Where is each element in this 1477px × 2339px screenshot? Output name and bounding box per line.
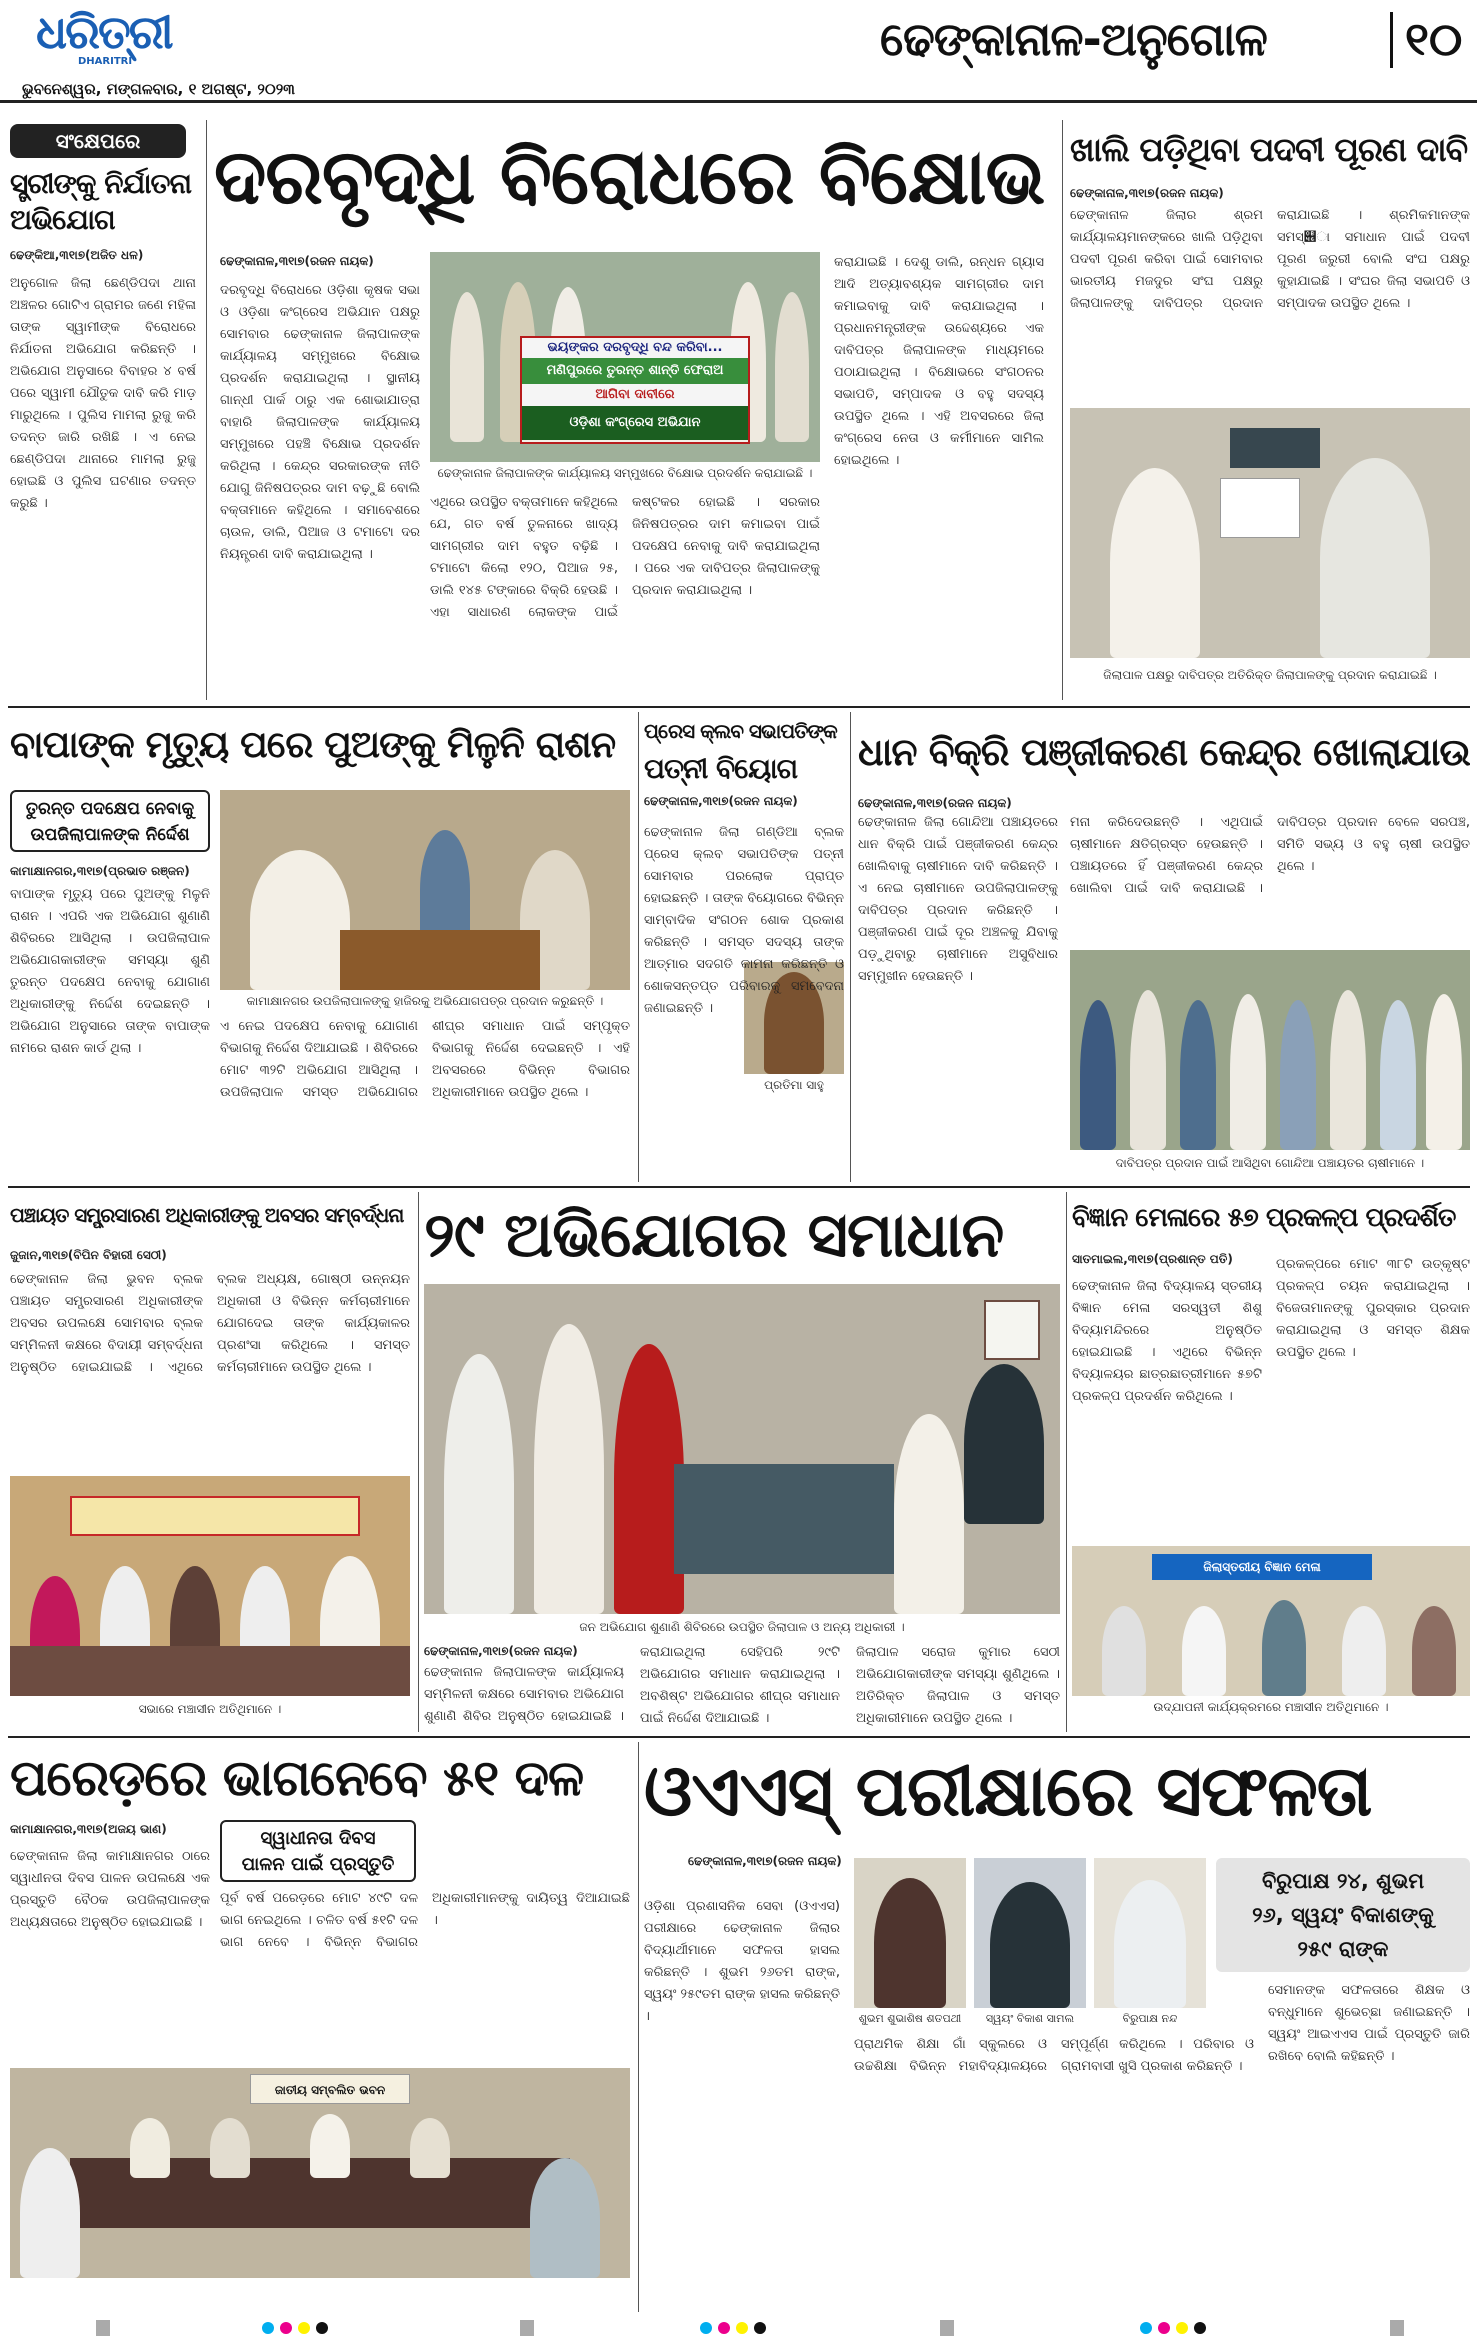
candidate-photo-3 xyxy=(1094,1858,1206,2008)
story-parade xyxy=(10,1742,630,2312)
column-divider xyxy=(418,1192,419,1732)
oas-body-left: ଓଡ଼ିଶା ପ୍ରଶାସନିକ ସେବା (ଓଏଏସ) ପରୀକ୍ଷାରେ ଢେଙ୍କାନାଳ ଜିଲାର ବିଦ୍ୟାର୍ଥୀମାନେ ସଫଳତା ହାସଲ କରିଛନ୍ତି । ଶୁଭମ ୨୬ତମ ରାଙ୍କ, ସ୍ୱୟଂ ୨୫୯ତମ ରାଙ୍କ ହାସଲ କରିଛନ୍ତି । xyxy=(644,1899,840,2024)
oas-headline[interactable]: ଓଏଏସ୍ ପରୀକ୍ଷାରେ ସଫଳତା xyxy=(644,1750,1372,1832)
person-figure xyxy=(1182,1606,1226,1696)
grievance-dateline: ଢେଙ୍କାନାଳ,୩୧ା୭(ରଜନ ନାୟକ) xyxy=(424,1644,578,1658)
grey-mark xyxy=(1390,2320,1404,2336)
person-figure xyxy=(1080,1000,1116,1150)
panchayat-dateline: ଜୁଜାନ,୩୧ା୭(ବିପିନ ବିହାରୀ ସେଠୀ) xyxy=(10,1248,167,1262)
masthead-rule xyxy=(0,100,1477,103)
vacancy-headline[interactable]: ଖାଲି ପଡ଼ିଥିବା ପଦବୀ ପୂରଣ ଦାବି xyxy=(1070,130,1468,169)
parade-subhead-2: ପାଳନ ପାଇଁ ପ୍ରସ୍ତୁତି xyxy=(241,1854,395,1875)
grey-mark xyxy=(96,2320,110,2336)
yellow-dot xyxy=(1176,2322,1188,2334)
parade-photo xyxy=(10,2068,630,2278)
paddy-dateline: ଢେଙ୍କାନାଳ,୩୧ା୭(ରଜନ ନାୟକ) xyxy=(858,796,1012,810)
press-headline-2[interactable]: ପତ୍ନୀ ବିୟୋଗ xyxy=(644,752,798,785)
issue-date: ଭୁବନେଶ୍ୱର, ମଙ୍ଗଳବାର, ୧ ଅଗଷ୍ଟ, ୨୦୨୩ xyxy=(22,80,295,98)
parade-body-right: ପୂର୍ବ ବର୍ଷ ପରେଡ଼ରେ ମୋଟ ୪୯ଟି ଦଳ ଭାଗ ନେଇଥିଲେ । ଚଳିତ ବର୍ଷ ୫୧ଟି ଦଳ ଭାଗ ନେବେ । ବିଭିନ୍ନ ବିଭାଗର ଅଧିକାରୀମାନଙ୍କୁ ଦାୟିତ୍ୱ ଦିଆଯାଇଛି । xyxy=(220,1891,630,1950)
panchayat-photo xyxy=(10,1476,410,1696)
person-figure xyxy=(964,1364,1044,1524)
protest-photo-caption: ଢେଙ୍କାନାଳ ଜିଲାପାଳଙ୍କ କାର୍ଯ୍ୟାଳୟ ସମ୍ମୁଖରେ ବିକ୍ଷୋଭ ପ୍ରଦର୍ଶନ କରାଯାଇଛି । xyxy=(437,466,813,480)
person-figure xyxy=(1262,1600,1306,1696)
brief-body: ଅନୁଗୋଳ ଜିଲା ଛେଣ୍ଡିପଦା ଥାନା ଅଞ୍ଚଳର ଗୋଟିଏ ଗ୍ରାମର ଜଣେ ମହିଳା ତାଙ୍କ ସ୍ୱାମୀଙ୍କ ବିରୋଧରେ ନିର୍ଯାତନା ଅଭିଯୋଗ କରିଛନ୍ତି । ଅଭିଯୋଗ ଅନୁସାରେ ବିବାହର ୪ ବର୍ଷ ପରେ ସ୍ୱାମୀ ଯୌତୁକ ଦାବି କରି ମାଡ଼ ମାରୁଥିଲେ । ପୁଲିସ ମାମଲା ରୁଜୁ କରି ତଦନ୍ତ ଜାରି ରଖିଛି । ଏ ନେଇ ଛେଣ୍ଡିପଦା ଥାନାରେ ମାମଲା ରୁଜୁ ହୋଇଛି ଓ ପୁଲିସ ଘଟଣାର ତଦନ୍ତ କରୁଛି । xyxy=(10,276,196,511)
grievance-photo xyxy=(424,1284,1060,1614)
story-press-club xyxy=(644,712,844,1182)
price-headline[interactable]: ଦରବୃଦ୍ଧି ବିରୋଧରେ ବିକ୍ଷୋଭ xyxy=(214,132,1045,221)
price-body-mid: ଏଥିରେ ଉପସ୍ଥିତ ବକ୍ତାମାନେ କହିଥିଲେ ଯେ, ଗତ ବର୍ଷ ତୁଳନାରେ ଖାଦ୍ୟ ସାମଗ୍ରୀର ଦାମ ବହୁତ ବଢ଼ିଛି । ଟମାଟୋ କିଲୋ ୧୨୦, ପିଆଜ ୨୫, ଡାଲି ୧୪୫ ଟଙ୍କାରେ ବିକ୍ରି ହେଉଛି । ଏହା ସାଧାରଣ ଲୋକଙ୍କ ପାଇଁ କଷ୍ଟକର ହୋଇଛି । ସରକାର ଜିନିଷପତ୍ରର ଦାମ କମାଇବା ପାଇଁ ପଦକ୍ଷେପ ନେବାକୁ ଦାବି କରାଯାଇଥିଲା । ପରେ ଏକ ଦାବିପତ୍ର ଜିଲାପାଳଙ୍କୁ ପ୍ରଦାନ କରାଯାଇଥିଲା । xyxy=(430,495,820,620)
grey-mark xyxy=(520,2320,534,2336)
vacancy-photo xyxy=(1070,408,1470,658)
oas-body-right: ସେମାନଙ୍କ ସଫଳତାରେ ଶିକ୍ଷକ ଓ ବନ୍ଧୁମାନେ ଶୁଭେଚ୍ଛା ଜଣାଇଛନ୍ତି । ସ୍ୱୟଂ ଆଇଏଏସ ପାଇଁ ପ୍ରସ୍ତୁତି ଜାରି ରଖିବେ ବୋଲି କହିଛନ୍ତି । xyxy=(1268,1983,1470,2064)
price-body-left: ଦରବୃଦ୍ଧି ବିରୋଧରେ ଓଡ଼ିଶା କୃଷକ ସଭା ଓ ଓଡ଼ିଶା କଂଗ୍ରେସ ଅଭିଯାନ ପକ୍ଷରୁ ସୋମବାର ଢେଙ୍କାନାଳ ଜିଲାପାଳଙ୍କ କାର୍ଯ୍ୟାଳୟ ସମ୍ମୁଖରେ ବିକ୍ଷୋଭ ପ୍ରଦର୍ଶନ କରାଯାଇଥିଲା । ସ୍ଥାନୀୟ ଗାନ୍ଧୀ ପାର୍କ ଠାରୁ ଏକ ଶୋଭାଯାତ୍ରା ବାହାରି ଜିଲାପାଳଙ୍କ କାର୍ଯ୍ୟାଳୟ ସମ୍ମୁଖରେ ପହଞ୍ଚି ବିକ୍ଷୋଭ ପ୍ରଦର୍ଶନ କରିଥିଲା । କେନ୍ଦ୍ର ସରକାରଙ୍କ ନୀତି ଯୋଗୁ ଜିନିଷପତ୍ରର ଦାମ ବଢ଼ୁଛି ବୋଲି ବକ୍ତାମାନେ କହିଥିଲେ । ସମାବେଶରେ ଚାଉଳ, ଡାଲି, ପିଆଜ ଓ ଟମାଟୋ ଦର ନିୟନ୍ତ୍ରଣ ଦାବି କରାଯାଇଥିଲା । xyxy=(220,283,420,562)
page-number: ୧୦ xyxy=(1390,12,1462,68)
section-rule xyxy=(8,1736,1470,1738)
stage-banner xyxy=(70,1496,360,1536)
masthead xyxy=(0,0,1477,100)
person-figure xyxy=(1320,458,1430,658)
banner-line-4: ଓଡ଼ିଶା କଂଗ୍ରେସ ଅଭିଯାନ xyxy=(522,406,748,440)
person-figure xyxy=(210,2118,250,2178)
person-figure xyxy=(534,1324,604,1614)
oas-dateline: ଢେଙ୍କାନାଳ,୩୧ା୭(ରଜନ ନାୟକ) xyxy=(688,1854,842,1868)
person-figure xyxy=(1426,994,1462,1150)
person-figure xyxy=(894,1414,964,1614)
vacancy-dateline: ଢେଙ୍କାନାଳ,୩୧ା୭(ରଜନ ନାୟକ) xyxy=(1070,186,1224,200)
person-figure xyxy=(250,850,350,990)
ration-photo xyxy=(220,790,630,990)
cyan-dot xyxy=(700,2322,712,2334)
story-paddy xyxy=(858,712,1470,1182)
person-figure xyxy=(1330,990,1366,1150)
story-grievance xyxy=(424,1192,1060,1732)
ration-subhead-box xyxy=(10,790,210,852)
story-vacancy xyxy=(1070,122,1470,702)
brief-headline-1[interactable]: ସ୍ତ୍ରୀଙ୍କୁ ନିର୍ଯାତନା xyxy=(10,167,191,200)
ration-subhead-1: ତୁରନ୍ତ ପଦକ୍ଷେପ ନେବାକୁ xyxy=(25,799,195,819)
obituary-caption: ପ୍ରତିମା ସାହୁ xyxy=(764,1078,824,1092)
story-price-rise xyxy=(214,122,1054,702)
paddy-headline[interactable]: ଧାନ ବିକ୍ରି ପଞ୍ଜୀକରଣ କେନ୍ଦ୍ର ଖୋଲାଯାଉ xyxy=(858,730,1470,774)
column-divider xyxy=(638,1742,639,2312)
person-figure xyxy=(310,2114,350,2178)
parade-dateline: କାମାକ୍ଷାନଗର,୩୧ା୭(ଅଜୟ ଭାଣ) xyxy=(10,1822,167,1836)
page-section-title: ଢେଙ୍କାନାଳ-ଅନୁଗୋଳ xyxy=(880,12,1267,66)
wall-portrait xyxy=(984,1300,1040,1360)
candidate-caption-1: ଶୁଭମ ଶୁଭାଶିଷ ଶତପଥୀ xyxy=(858,2012,962,2025)
press-headline-1[interactable]: ପ୍ରେସ କ୍ଲବ ସଭାପତିଙ୍କ xyxy=(644,719,837,743)
yellow-dot xyxy=(298,2322,310,2334)
panchayat-headline[interactable]: ପଞ୍ଚାୟତ ସମ୍ପ୍ରସାରଣ ଅଧିକାରୀଙ୍କୁ ଅବସର ସମ୍ବର୍ଦ୍ଧନା xyxy=(10,1203,404,1227)
science-banner: ଜିଲାସ୍ତରୀୟ ବିଜ୍ଞାନ ମେଳା xyxy=(1152,1554,1372,1580)
story-oas xyxy=(644,1742,1470,2312)
brief-label: ସଂକ୍ଷେପରେ xyxy=(10,124,186,158)
person-figure xyxy=(1230,994,1266,1150)
press-body: ଢେଙ୍କାନାଳ ଜିଲା ଗଣ୍ଡିଆ ବ୍ଲକ ପ୍ରେସ କ୍ଲବ ସଭାପତିଙ୍କ ପତ୍ନୀ ସୋମବାର ପରଲୋକ ପ୍ରାପ୍ତ ହୋଇଛନ୍ତି । ତାଙ୍କ ବିୟୋଗରେ ବିଭିନ୍ନ ସାମ୍ବାଦିକ ସଂଗଠନ ଶୋକ ପ୍ରକାଶ କରିଛନ୍ତି । ସମସ୍ତ ସଦସ୍ୟ ତାଙ୍କ ଆତ୍ମାର ସଦଗତି କାମନା କରିଛନ୍ତି ଓ ଶୋକସନ୍ତପ୍ତ ପରିବାରକୁ ସମବେଦନା ଜଣାଇଛନ୍ତି । xyxy=(644,825,844,1016)
column-divider xyxy=(1062,120,1063,700)
printer-registration-marks xyxy=(0,2318,1477,2339)
vacancy-photo-caption: ଜିଲାପାଳ ପକ୍ଷରୁ ଦାବିପତ୍ର ଅତିରିକ୍ତ ଜିଲାପାଳଙ୍କୁ ପ୍ରଦାନ କରାଯାଇଛି । xyxy=(1103,668,1437,682)
person-figure xyxy=(1102,1606,1146,1696)
story-science xyxy=(1072,1192,1470,1732)
parade-headline[interactable]: ପରେଡ଼ରେ ଭାଗନେବେ ୫୧ ଦଳ xyxy=(10,1749,584,1807)
yellow-dot xyxy=(736,2322,748,2334)
person-figure xyxy=(1130,990,1166,1150)
brief-headline-2[interactable]: ଅଭିଯୋଗ xyxy=(10,203,115,236)
magenta-dot xyxy=(1158,2322,1170,2334)
rank-line-1: ବିରୁପାକ୍ଷ ୨୪, ଶୁଭମ xyxy=(1261,1869,1425,1893)
price-dateline: ଢେଙ୍କାନାଳ,୩୧ା୭(ରଜନ ନାୟକ) xyxy=(220,254,374,268)
black-dot xyxy=(754,2322,766,2334)
hall-sign: ଜାତୀୟ ସମ୍ବଲିତ ଭବନ xyxy=(250,2074,410,2104)
science-body-right: ପ୍ରକଳ୍ପରେ ମୋଟ ୩୮ଟି ଉତ୍କୃଷ୍ଟ ପ୍ରକଳ୍ପ ଚୟନ କରାଯାଇଥିଲା । ବିଜେତାମାନଙ୍କୁ ପୁରସ୍କାର ପ୍ରଦାନ କରାଯାଇଥିଲା ଓ ସମସ୍ତ ଶିକ୍ଷକ ଉପସ୍ଥିତ ଥିଲେ । xyxy=(1276,1257,1470,1360)
press-dateline: ଢେଙ୍କାନାଳ,୩୧ା୭(ରଜନ ନାୟକ) xyxy=(644,794,798,808)
science-photo xyxy=(1072,1546,1470,1696)
panchayat-photo-caption: ସଭାରେ ମଞ୍ଚାସୀନ ଅତିଥିମାନେ । xyxy=(138,1702,282,1716)
magenta-dot xyxy=(280,2322,292,2334)
person-figure xyxy=(444,1354,514,1614)
conference-table xyxy=(674,1464,894,1574)
science-photo-caption: ଉଦ୍‌ଯାପନୀ କାର୍ଯ୍ୟକ୍ରମରେ ମଞ୍ଚାସୀନ ଅତିଥିମାନେ । xyxy=(1153,1700,1389,1714)
cyan-dot xyxy=(262,2322,274,2334)
person-figure xyxy=(1110,468,1200,658)
ration-body-right: ଏ ନେଇ ପଦକ୍ଷେପ ନେବାକୁ ଯୋଗାଣ ବିଭାଗକୁ ନିର୍ଦ୍ଦେଶ ଦିଆଯାଇଛି । ଶିବିରରେ ମୋଟ ୩୨ଟି ଅଭିଯୋଗ ଆସିଥିଲା । ଉପଜିଲାପାଳ ସମସ୍ତ ଅଭିଯୋଗର ଶୀଘ୍ର ସମାଧାନ ପାଇଁ ସମ୍ପୃକ୍ତ ବିଭାଗକୁ ନିର୍ଦ୍ଦେଶ ଦେଇଛନ୍ତି । ଏହି ଅବସରରେ ବିଭିନ୍ନ ବିଭାଗର ଅଧିକାରୀମାନେ ଉପସ୍ଥିତ ଥିଲେ । xyxy=(220,1019,630,1100)
person-figure xyxy=(1380,1000,1416,1150)
ration-body-left: ବାପାଙ୍କ ମୃତ୍ୟୁ ପରେ ପୁଅଙ୍କୁ ମିଳୁନି ରାଶନ । ଏପରି ଏକ ଅଭିଯୋଗ ଶୁଣାଣି ଶିବିରରେ ଆସିଥିଲା । ଉପଜିଲାପାଳ ଅଭିଯୋଗକାରୀଙ୍କ ସମସ୍ୟା ଶୁଣି ତୁରନ୍ତ ପଦକ୍ଷେପ ନେବାକୁ ଯୋଗାଣ ଅଧିକାରୀଙ୍କୁ ନିର୍ଦ୍ଦେଶ ଦେଇଛନ୍ତି । ଅଭିଯୋଗ ଅନୁସାରେ ତାଙ୍କ ବାପାଙ୍କ ନାମରେ ରାଶନ କାର୍ଡ ଥିଲା । xyxy=(10,887,210,1056)
parade-body-left: ଢେଙ୍କାନାଳ ଜିଲା କାମାକ୍ଷାନଗର ଠାରେ ସ୍ୱାଧୀନତା ଦିବସ ପାଳନ ଉପଲକ୍ଷେ ଏକ ପ୍ରସ୍ତୁତି ବୈଠକ ଉପଜିଲାପାଳଙ୍କ ଅଧ୍ୟକ୍ଷତାରେ ଅନୁଷ୍ଠିତ ହୋଇଯାଇଛି । xyxy=(10,1849,210,1930)
science-dateline: ସାତମାଇଲ,୩୧ା୭(ପ୍ରଶାନ୍ତ ପତି) xyxy=(1072,1252,1233,1266)
story-panchayat xyxy=(10,1192,410,1732)
price-body-right: କରାଯାଇଛି । ଦେଶୁ ଡାଲି, ରନ୍ଧନ ଗ୍ୟାସ ଆଦି ଅତ୍ୟାବଶ୍ୟକ ସାମଗ୍ରୀର ଦାମ କମାଇବାକୁ ଦାବି କରାଯାଇଥିଲା । ପ୍ରଧାନମନ୍ତ୍ରୀଙ୍କ ଉଦ୍ଦେଶ୍ୟରେ ଏକ ଦାବିପତ୍ର ଜିଲାପାଳଙ୍କ ମାଧ୍ୟମରେ ପଠାଯାଇଥିଲା । ବିକ୍ଷୋଭରେ ସଂଗଠନର ସଭାପତି, ସମ୍ପାଦକ ଓ ବହୁ ସଦସ୍ୟ ଉପସ୍ଥିତ ଥିଲେ । ଏହି ଅବସରରେ ଜିଲା କଂଗ୍ରେସ ନେତା ଓ କର୍ମୀମାନେ ସାମିଲ ହୋଇଥିଲେ । xyxy=(834,255,1044,468)
candidate-caption-3: ବିରୁପାକ୍ଷ ନନ୍ଦ xyxy=(1122,2012,1178,2025)
person-figure xyxy=(450,292,484,442)
protest-photo xyxy=(430,252,820,462)
paddy-photo xyxy=(1070,950,1470,1150)
monitor-screen xyxy=(1230,428,1320,468)
person-figure xyxy=(1280,1000,1316,1150)
story-ration xyxy=(10,712,630,1182)
person-figure xyxy=(1114,1880,1186,2008)
science-body-left: ଢେଙ୍କାନାଳ ଜିଲା ବିଦ୍ୟାଳୟ ସ୍ତରୀୟ ବିଜ୍ଞାନ ମେଳା ସରସ୍ୱତୀ ଶିଶୁ ବିଦ୍ୟାମନ୍ଦିରରେ ଅନୁଷ୍ଠିତ ହୋଇଯାଇଛି । ଏଥିରେ ବିଭିନ୍ନ ବିଦ୍ୟାଳୟର ଛାତ୍ରଛାତ୍ରୀମାନେ ୫୭ଟି ପ୍ରକଳ୍ପ ପ୍ରଦର୍ଶନ କରିଥିଲେ । xyxy=(1072,1279,1262,1404)
black-dot xyxy=(1194,2322,1206,2334)
grievance-photo-caption: ଜନ ଅଭିଯୋଗ ଶୁଣାଣି ଶିବିରରେ ଉପସ୍ଥିତ ଜିଲାପାଳ ଓ ଅନ୍ୟ ଅଧିକାରୀ । xyxy=(579,1620,905,1634)
parade-subhead-box xyxy=(220,1820,416,1882)
person-figure xyxy=(990,1882,1070,2008)
panchayat-body: ଢେଙ୍କାନାଳ ଜିଲା ଭୁବନ ବ୍ଲକ ପଞ୍ଚାୟତ ସମ୍ପ୍ରସାରଣ ଅଧିକାରୀଙ୍କ ଅବସର ଉପଲକ୍ଷେ ସୋମବାର ବ୍ଲକ ସମ୍ମିଳନୀ କକ୍ଷରେ ବିଦାୟୀ ସମ୍ବର୍ଦ୍ଧନା ଅନୁଷ୍ଠିତ ହୋଇଯାଇଛି । ଏଥିରେ ବ୍ଲକ ଅଧ୍ୟକ୍ଷ, ଗୋଷ୍ଠୀ ଉନ୍ନୟନ ଅଧିକାରୀ ଓ ବିଭିନ୍ନ କର୍ମଚାରୀମାନେ ଯୋଗଦେଇ ତାଙ୍କ କାର୍ଯ୍ୟକାଳର ପ୍ରଶଂସା କରିଥିଲେ । ସମସ୍ତ କର୍ମଚାରୀମାନେ ଉପସ୍ଥିତ ଥିଲେ । xyxy=(10,1272,410,1375)
grievance-body-left: ଢେଙ୍କାନାଳ ଜିଲାପାଳଙ୍କ କାର୍ଯ୍ୟାଳୟ ସମ୍ମିଳନୀ କକ୍ଷରେ ସୋମବାର ଅଭିଯୋଗ ଶୁଣାଣି ଶିବିର ଅନୁଷ୍ଠିତ ହୋଇଯାଇଛି । xyxy=(424,1665,624,1724)
column-divider xyxy=(638,712,639,1182)
person-figure xyxy=(775,292,809,442)
grievance-headline[interactable]: ୨୯ ଅଭିଯୋଗର ସମାଧାନ xyxy=(424,1198,1004,1271)
cyan-dot xyxy=(1140,2322,1152,2334)
section-rule xyxy=(8,1186,1470,1188)
candidate-caption-2: ସ୍ୱୟଂ ବିକାଶ ସାମଲ xyxy=(985,2012,1075,2025)
science-headline[interactable]: ବିଜ୍ଞାନ ମେଳାରେ ୫୭ ପ୍ରକଳ୍ପ ପ୍ରଦର୍ଶିତ xyxy=(1072,1203,1456,1233)
rank-line-2: ୨୬, ସ୍ୱୟଂ ବିକାଶଙ୍କୁ xyxy=(1252,1903,1434,1927)
ration-photo-caption: କାମାକ୍ଷାନଗର ଉପଜିଲାପାଳଙ୍କୁ ହାଜିରକୁ ଅଭିଯୋଗପତ୍ର ପ୍ରଦାନ କରୁଛନ୍ତି । xyxy=(246,994,604,1008)
document-sheet xyxy=(1220,478,1300,538)
rank-line-3: ୨୫୯ ରାଙ୍କ xyxy=(1297,1937,1389,1961)
candidate-photo-2 xyxy=(974,1858,1086,2008)
oas-body-mid: ପ୍ରାଥମିକ ଶିକ୍ଷା ଗାଁ ସ୍କୁଲରେ ଓ ଉଚ୍ଚଶିକ୍ଷା ବିଭିନ୍ନ ମହାବିଦ୍ୟାଳୟରେ ସମ୍ପୂର୍ଣ୍ଣ କରିଥିଲେ । ପରିବାର ଓ ଗ୍ରାମବାସୀ ଖୁସି ପ୍ରକାଶ କରିଛନ୍ତି । xyxy=(854,2037,1254,2074)
black-dot xyxy=(316,2322,328,2334)
candidate-photo-1 xyxy=(854,1858,966,2008)
column-divider xyxy=(206,120,207,700)
brief-dateline: ଢେଙ୍କିଆ,୩୧ା୭(ଅଜିତ ଧଳ) xyxy=(10,248,144,262)
person-figure xyxy=(1412,1606,1456,1696)
banner-line-3: ଆଗିବା ଦାବୀରେ xyxy=(522,384,748,406)
paddy-body-left: ଢେଙ୍କାନାଳ ଜିଲା ଗୋନ୍ଦିଆ ପଞ୍ଚାୟତରେ ଧାନ ବିକ୍ରି ପାଇଁ ପଞ୍ଜୀକରଣ କେନ୍ଦ୍ର ଖୋଲିବାକୁ ଚାଷୀମାନେ ଦାବି କରିଛନ୍ତି । ଏ ନେଇ ଚାଷୀମାନେ ଉପଜିଲାପାଳଙ୍କୁ ଦାବିପତ୍ର ପ୍ରଦାନ କରିଛନ୍ତି । ପଞ୍ଜୀକରଣ ପାଇଁ ଦୂର ଅଞ୍ଚଳକୁ ଯିବାକୁ ପଡ଼ୁଥିବାରୁ ଚାଷୀମାନେ ଅସୁବିଧାର ସମ୍ମୁଖୀନ ହେଉଛନ୍ତି । xyxy=(858,815,1058,984)
ration-subhead-2: ଉପଜିଲାପାଳଙ୍କ ନିର୍ଦ୍ଦେଶ xyxy=(30,825,190,845)
person-figure xyxy=(130,2118,170,2178)
vacancy-body: ଢେଙ୍କାନାଳ ଜିଲାର ଶ୍ରମ କାର୍ଯ୍ୟାଳୟମାନଙ୍କରେ ଖାଲି ପଡ଼ିଥିବା ପଦବୀ ପୂରଣ କରିବା ପାଇଁ ସୋମବାର ଭାରତୀୟ ମଜଦୁର ସଂଘ ପକ୍ଷରୁ ଜିଲାପାଳଙ୍କୁ ଦାବିପତ୍ର ପ୍ରଦାନ କରାଯାଇଛି । ଶ୍ରମିକମାନଙ୍କ ସମସ୍୆ା ସମାଧାନ ପାଇଁ ପଦବୀ ପୂରଣ ଜରୁରୀ ବୋଲି ସଂଘ ପକ୍ଷରୁ କୁହାଯାଇଛି । ସଂଘର ଜିଲା ସଭାପତି ଓ ସମ୍ପାଦକ ଉପସ୍ଥିତ ଥିଲେ । xyxy=(1070,208,1470,311)
grey-mark xyxy=(940,2320,954,2336)
column-divider xyxy=(1066,1192,1067,1732)
ration-dateline: କାମାକ୍ଷାନଗର,୩୧ା୭(ପ୍ରଭାତ ରଞ୍ଜନ) xyxy=(10,864,190,878)
desk xyxy=(340,930,540,990)
person-figure xyxy=(530,2158,600,2278)
newspaper-logo[interactable] xyxy=(36,4,196,74)
grievance-body-mid: କରାଯାଇଥିଲା ସେହିପରି ୨୯ଟି ଅଭିଯୋଗର ସମାଧାନ କରାଯାଇଥିଲା । ଅବଶିଷ୍ଟ ଅଭିଯୋଗର ଶୀଘ୍ର ସମାଧାନ ପାଇଁ ନିର୍ଦ୍ଦେଶ ଦିଆଯାଇଛି । xyxy=(640,1645,840,1726)
person-figure xyxy=(1180,1000,1216,1150)
grievance-body-right: ଜିଲାପାଳ ସରୋଜ କୁମାର ସେଠୀ ଅଭିଯୋଗକାରୀଙ୍କ ସମସ୍ୟା ଶୁଣିଥିଲେ । ଅତିରିକ୍ତ ଜିଲାପାଳ ଓ ସମସ୍ତ ଅଧିକାରୀମାନେ ଉପସ୍ଥିତ ଥିଲେ । xyxy=(856,1645,1060,1726)
person-figure xyxy=(410,2118,450,2178)
paddy-photo-caption: ଦାବିପତ୍ର ପ୍ରଦାନ ପାଇଁ ଆସିଥିବା ଗୋନ୍ଦିଆ ପଞ୍ଚାୟତର ଚାଷୀମାନେ । xyxy=(1115,1156,1425,1170)
person-figure xyxy=(20,2148,80,2278)
column-divider xyxy=(850,712,851,1182)
person-figure xyxy=(1342,1606,1386,1696)
section-rule xyxy=(8,706,1470,708)
brief-section xyxy=(10,124,196,684)
logo-subtext: DHARITRI xyxy=(78,56,133,67)
magenta-dot xyxy=(718,2322,730,2334)
logo-text: ଧରିତ୍ରୀ xyxy=(36,5,172,59)
person-figure xyxy=(874,1878,946,2008)
banner-line-2: ମଣିପୁରରେ ତୁରନ୍ତ ଶାନ୍ତି ଫେରାଅ xyxy=(522,358,748,384)
protest-banner xyxy=(520,336,750,444)
paddy-body-right: ମନା କରିଦେଉଛନ୍ତି । ଏଥିପାଇଁ ଚାଷୀମାନେ କ୍ଷତିଗ୍ରସ୍ତ ହେଉଛନ୍ତି । ପଞ୍ଚାୟତରେ ହିଁ ପଞ୍ଜୀକରଣ କେନ୍ଦ୍ର ଖୋଲିବା ପାଇଁ ଦାବି କରାଯାଇଛି । ଦାବିପତ୍ର ପ୍ରଦାନ ବେଳେ ସରପଞ୍ଚ, ସମିତି ସଭ୍ୟ ଓ ବହୁ ଚାଷୀ ଉପସ୍ଥିତ ଥିଲେ । xyxy=(1070,815,1470,896)
ration-headline[interactable]: ବାପାଙ୍କ ମୃତ୍ୟୁ ପରେ ପୁଅଙ୍କୁ ମିଳୁନି ରାଶନ xyxy=(10,723,616,766)
banner-line-1: ଭୟଙ୍କର ଦରବୃଦ୍ଧି ବନ୍ଦ କରିବା... xyxy=(522,338,748,358)
rank-box xyxy=(1216,1858,1470,1972)
stage-table xyxy=(10,1646,410,1696)
parade-subhead-1: ସ୍ୱାଧୀନତା ଦିବସ xyxy=(260,1828,376,1849)
